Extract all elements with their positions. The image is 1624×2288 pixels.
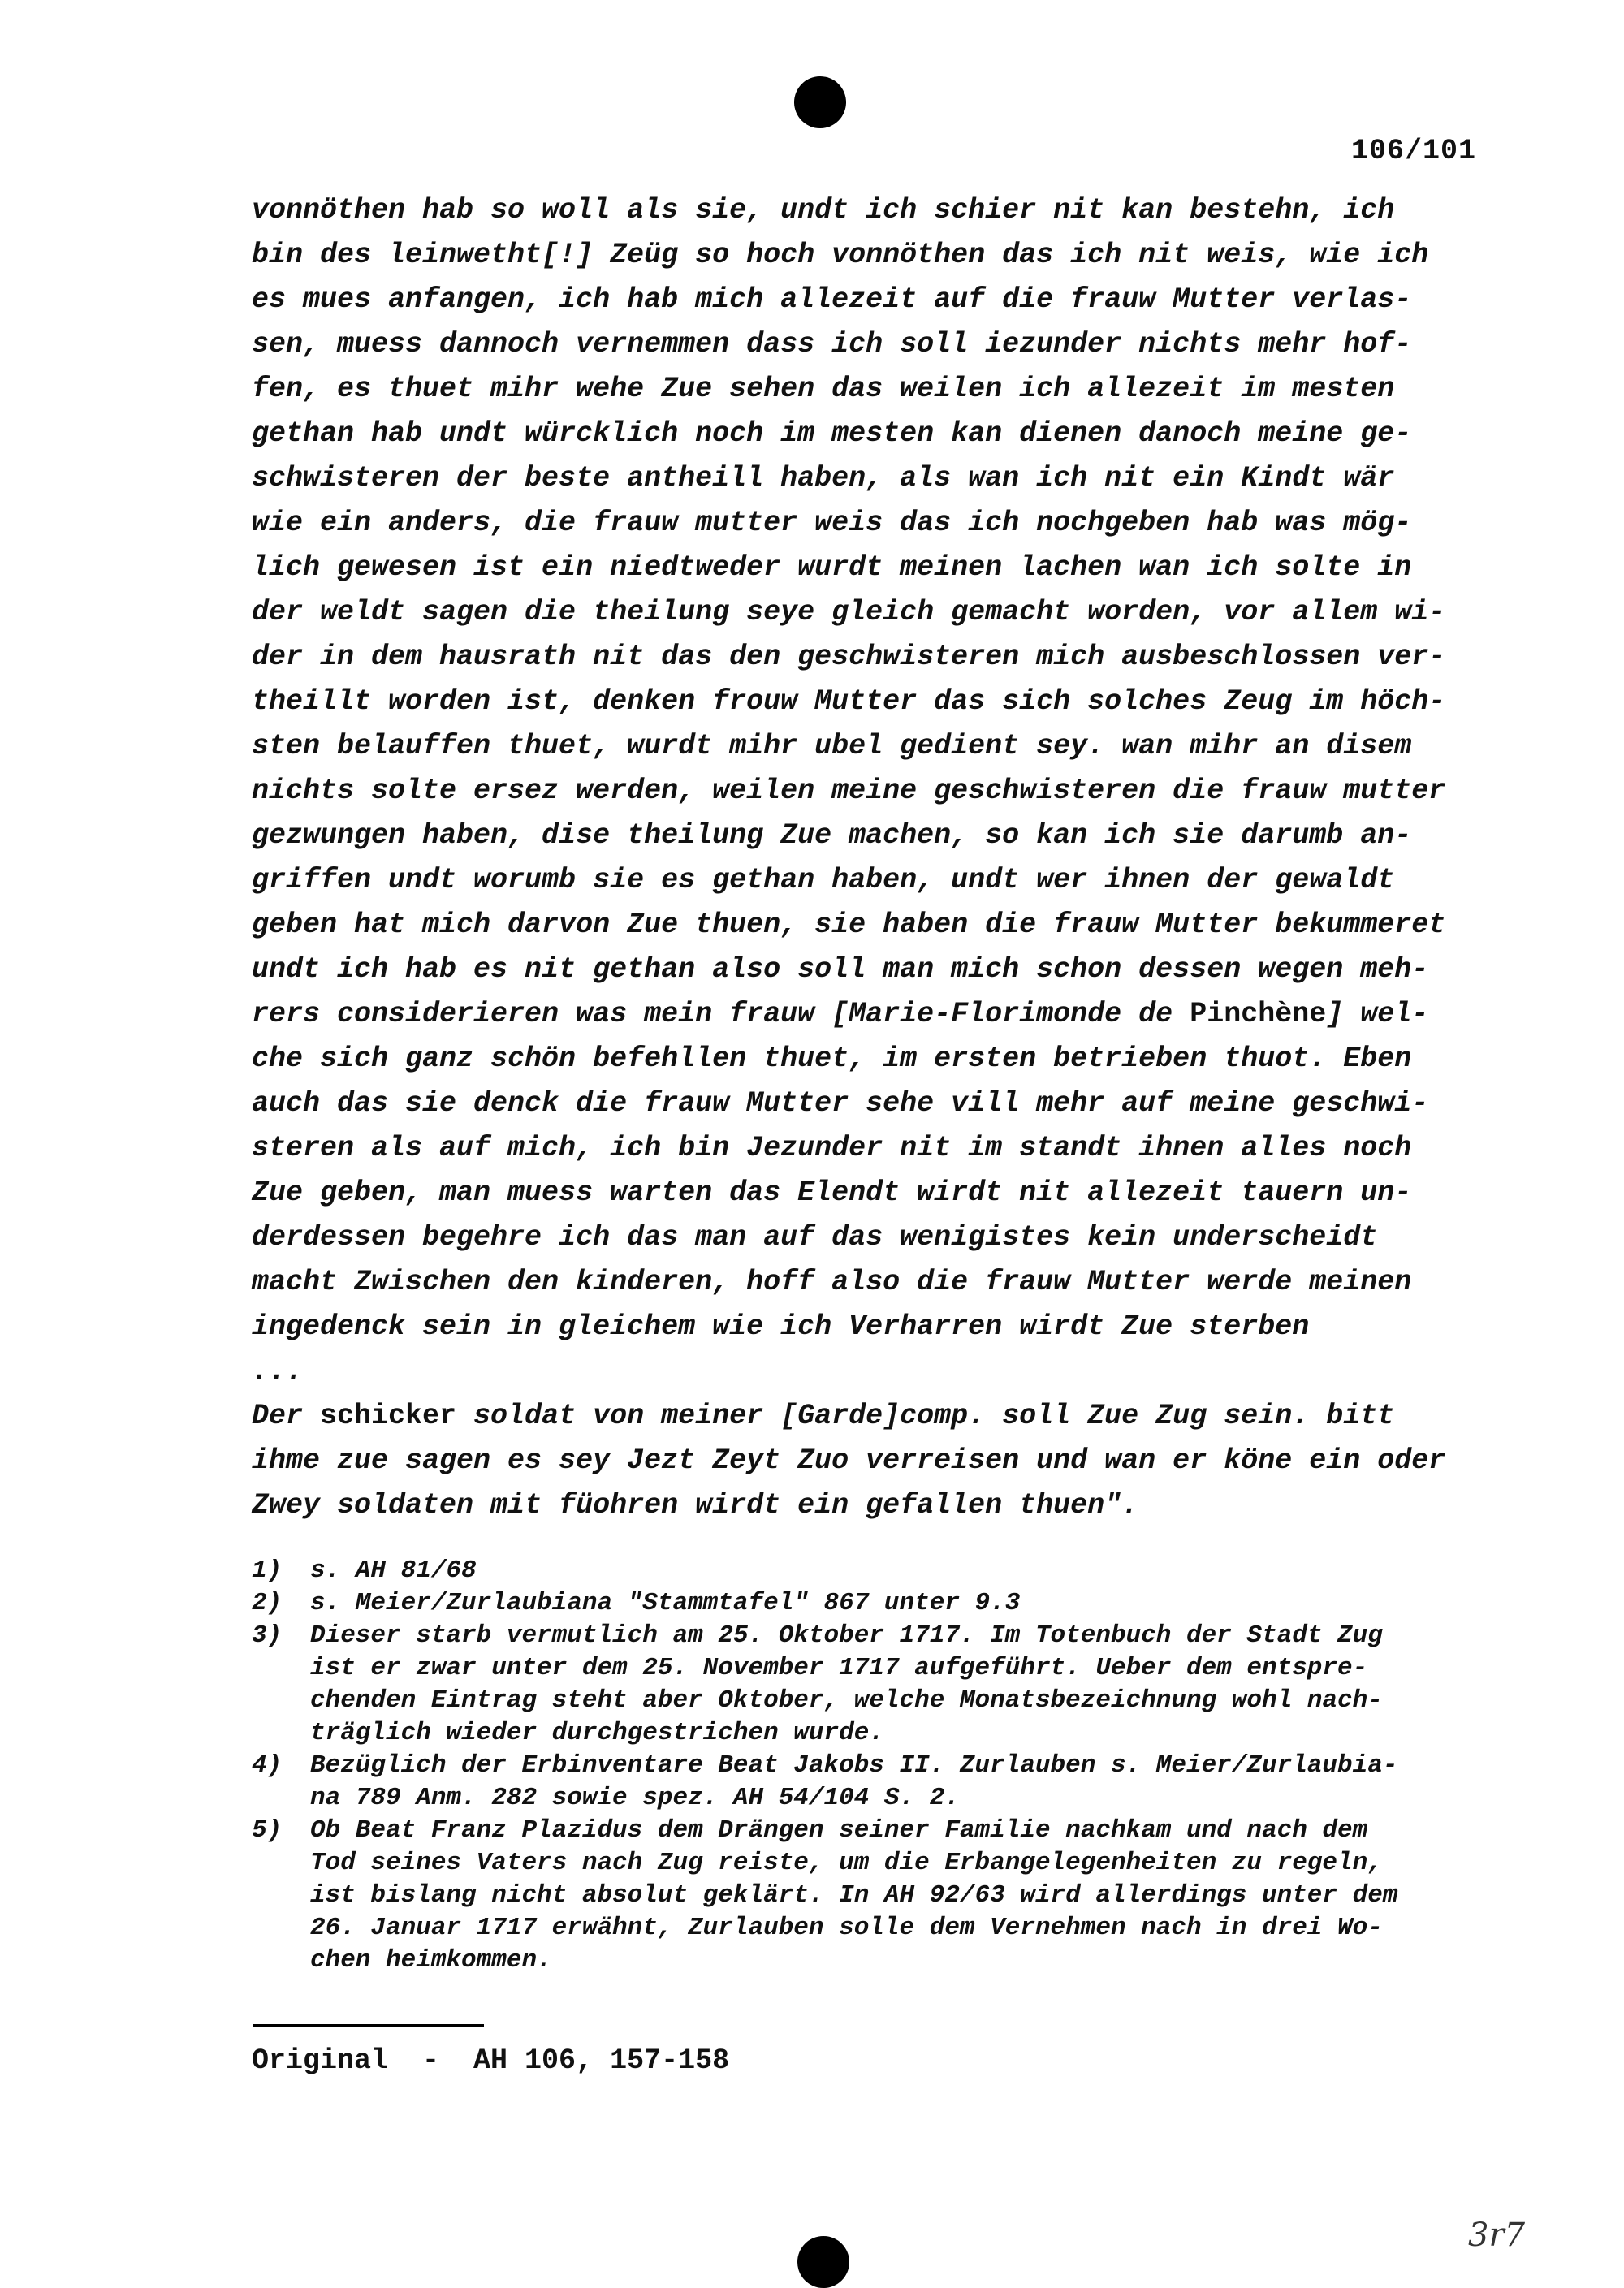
body-line: che sich ganz schön befehllen thuet, im ersten betrieben thuot. Eben [252, 1043, 1412, 1075]
body-line: sen, muess dannoch vernemmen dass ich soll iezunder nichts mehr hof- [252, 328, 1412, 360]
footnote-number: 5) [252, 1816, 283, 1845]
footnote-line: Dieser starb vermutlich am 25. Oktober 1717. Im Totenbuch der Stadt Zug [310, 1621, 1383, 1650]
body-line: Der schicker soldat von meiner [Garde]comp. soll Zue Zug sein. bitt [252, 1400, 1395, 1432]
body-line: der weldt sagen die theilung seye gleich gemacht worden, vor allem wi- [252, 596, 1446, 628]
body-line: fen, es thuet mihr wehe Zue sehen das weilen ich allezeit im mesten [252, 373, 1395, 405]
footnote-line: Tod seines Vaters nach Zug reiste, um die Erbangelegenheiten zu regeln, [310, 1849, 1383, 1877]
footnote [252, 1555, 1502, 1587]
body-line: lich gewesen ist ein niedtweder wurdt meinen lachen wan ich solte in [252, 551, 1412, 584]
footnote-number: 2) [252, 1589, 283, 1617]
footnote-line: träglich wieder durchgestrichen wurde. [310, 1719, 884, 1747]
body-line: ... [252, 1355, 304, 1388]
body-line: vonnöthen hab so woll als sie, undt ich schier nit kan bestehn, ich [252, 194, 1395, 227]
body-line: schwisteren der beste antheill haben, als wan ich nit ein Kindt wär [252, 462, 1395, 494]
footnote [252, 1815, 1502, 1977]
footnote [252, 1620, 1502, 1750]
body-line: gethan hab undt würcklich noch im mesten kan dienen danoch meine ge- [252, 417, 1412, 450]
footnote-line: na 789 Anm. 282 sowie spez. AH 54/104 S. 2. [310, 1784, 960, 1812]
body-line: Zwey soldaten mit füohren wirdt ein gefallen thuen". [252, 1489, 1139, 1522]
body-line: steren als auf mich, ich bin Jezunder nit im standt ihnen alles noch [252, 1132, 1412, 1164]
body-line: der in dem hausrath nit das den geschwisteren mich ausbeschlossen ver- [252, 641, 1446, 673]
footnote-number: 1) [252, 1556, 283, 1585]
footnote-line: s. AH 81/68 [310, 1556, 477, 1585]
footnote-line: Ob Beat Franz Plazidus dem Drängen seiner Familie nachkam und nach dem [310, 1816, 1368, 1845]
body-line: bin des leinwetht[!] Zeüg so hoch vonnöthen das ich nit weis, wie ich [252, 239, 1429, 271]
footnote [252, 1750, 1502, 1815]
body-line: auch das sie denck die frauw Mutter sehe vill mehr auf meine geschwi- [252, 1087, 1429, 1120]
body-line: ihme zue sagen es sey Jezt Zeyt Zuo verreisen und wan er köne ein oder [252, 1444, 1446, 1477]
body-line: nichts solte ersez werden, weilen meine geschwisteren die frauw mutter [252, 775, 1446, 807]
footnote-line: 26. Januar 1717 erwähnt, Zurlauben solle dem Vernehmen nach in drei Wo- [310, 1914, 1383, 1942]
body-line: theillt worden ist, denken frouw Mutter das sich solches Zeug im höch- [252, 685, 1446, 718]
footnote-line: chenden Eintrag steht aber Oktober, welche Monatsbezeichnung wohl nach- [310, 1686, 1383, 1715]
footnote-line: s. Meier/Zurlaubiana "Stammtafel" 867 unter 9.3 [310, 1589, 1021, 1617]
body-line: es mues anfangen, ich hab mich allezeit auf die frauw Mutter verlas- [252, 283, 1412, 316]
body-line: undt ich hab es nit gethan also soll man mich schon dessen wegen meh- [252, 953, 1429, 986]
punch-hole-bottom [797, 2236, 849, 2288]
body-line: Zue geben, man muess warten das Elendt wirdt nit allezeit tauern un- [252, 1176, 1412, 1209]
footnote-line: Bezüglich der Erbinventare Beat Jakobs II. Zurlauben s. Meier/Zurlaubia- [310, 1751, 1398, 1780]
source-reference: Original - AH 106, 157-158 [252, 2044, 730, 2077]
footnote [252, 1587, 1502, 1620]
body-line: macht Zwischen den kinderen, hoff also die frauw Mutter werde meinen [252, 1266, 1412, 1298]
body-line: griffen undt worumb sie es gethan haben, undt wer ihnen der gewaldt [252, 864, 1395, 896]
handwritten-page-mark: 3r7 [1468, 2217, 1526, 2254]
footnote-line: chen heimkommen. [310, 1946, 552, 1975]
bold-name: schicker [320, 1400, 457, 1432]
footnote-line: ist bislang nicht absolut geklärt. In AH 92/63 wird allerdings unter dem [310, 1881, 1398, 1910]
footnote-number: 3) [252, 1621, 283, 1650]
separator-rule [253, 2024, 484, 2027]
body-line: derdessen begehre ich das man auf das wenigistes kein underscheidt [252, 1221, 1378, 1254]
body-line: geben hat mich darvon Zue thuen, sie haben die frauw Mutter bekummeret [252, 909, 1446, 941]
footnote-line: ist er zwar unter dem 25. November 1717 aufgeführt. Ueber dem entspre- [310, 1654, 1368, 1682]
body-line: wie ein anders, die frauw mutter weis das ich nochgeben hab was mög- [252, 507, 1412, 539]
letter-body [252, 188, 1502, 1528]
footnotes [252, 1555, 1502, 1977]
body-line: rers considerieren was mein frauw [Marie-Florimonde de Pinchène] wel- [252, 998, 1429, 1030]
footnote-number: 4) [252, 1751, 283, 1780]
body-line: sten belauffen thuet, wurdt mihr ubel gedient sey. wan mihr an disem [252, 730, 1412, 762]
page-number: 106/101 [1351, 135, 1477, 167]
punch-hole-top [794, 76, 846, 128]
body-line: gezwungen haben, dise theilung Zue machen, so kan ich sie darumb an- [252, 819, 1412, 852]
body-line: ingedenck sein in gleichem wie ich Verharren wirdt Zue sterben [252, 1310, 1310, 1343]
bold-name: Pinchène [1190, 998, 1327, 1030]
